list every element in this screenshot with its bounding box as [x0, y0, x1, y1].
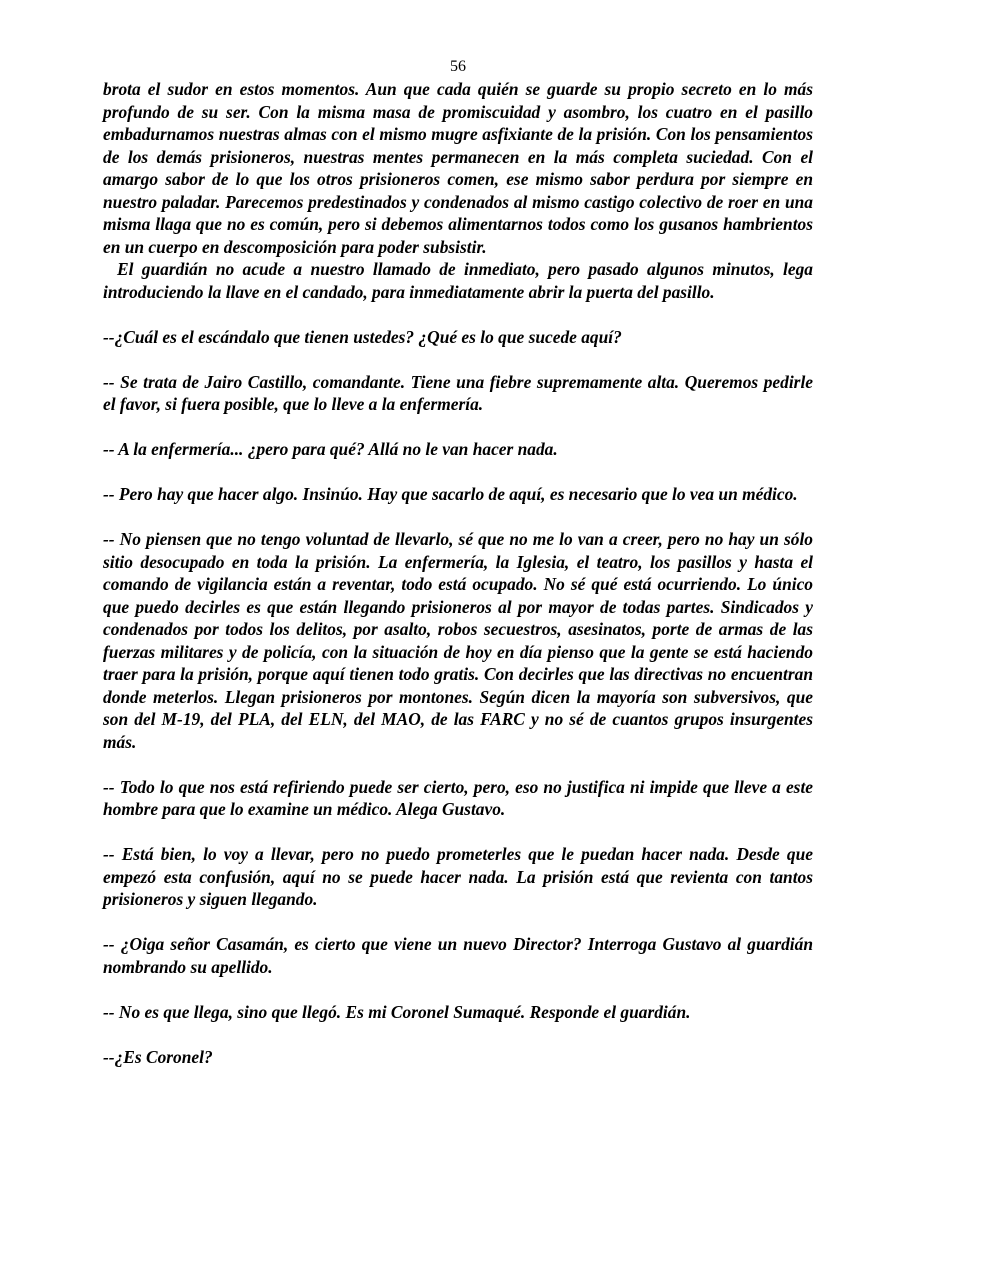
- dialogue-line: --¿Es Coronel?: [103, 1046, 213, 1067]
- dialogue-line: -- Está bien, lo voy a llevar, pero no puedo prometerles que le puedan hacer nada. Desde que empezó esta confusión, aquí no se puede hacer nada. La prisión está que revienta con tantos prisioneros y siguen llegando.: [103, 844, 813, 909]
- dialogue-line: -- Se trata de Jairo Castillo, comandante. Tiene una fiebre supremamente alta. Queremos pedirle el favor, si fuera posible, que lo lleve a la enfermería.: [103, 371, 813, 414]
- dialogue-line: --¿Cuál es el escándalo que tienen ustedes? ¿Qué es lo que sucede aquí?: [103, 326, 622, 347]
- body-text: [103, 78, 813, 1068]
- dialogue-line: -- Todo lo que nos está refiriendo puede ser cierto, pero, eso no justifica ni impide que lleve a este hombre para que lo examine un médico. Alega Gustavo.: [103, 776, 813, 819]
- dialogue-line: -- Pero hay que hacer algo. Insinúo. Hay que sacarlo de aquí, es necesario que lo vea un médico.: [103, 484, 798, 504]
- dialogue-line: -- A la enfermería... ¿pero para qué? Allá no le van hacer nada.: [103, 439, 558, 459]
- dialogue-line: -- No es que llega, sino que llegó. Es mi Coronel Sumaqué. Responde el guardián.: [103, 1001, 691, 1022]
- paragraph: brota el sudor en estos momentos. Aun que cada quién se guarde su propio secreto en lo más profundo de su ser. Con la misma masa de promiscuidad y asombro, los cuatro en el pasillo embadurnamos nuestras almas con el mismo mugre asfixiante de la prisión. Con los pensamientos de los demás prisioneros, nuestras mentes permanecen en la más completa suciedad. Con el amargo sabor de lo que los otros prisioneros comen, ese mismo sabor perdura por siempre en nuestro paladar. Parecemos predestinados y condenados al mismo castigo colectivo de roer en una misma llaga que no es común, pero si debemos alimentarnos todos como los gusanos hambrientos en un cuerpo en descomposición para poder subsistir.: [103, 79, 813, 257]
- dialogue-line: -- ¿Oiga señor Casamán, es cierto que viene un nuevo Director? Interroga Gustavo al guardián nombrando su apellido.: [103, 934, 813, 977]
- dialogue-line: -- No piensen que no tengo voluntad de llevarlo, sé que no me lo van a creer, pero no hay un sólo sitio desocupado en toda la prisión. La enfermería, la Iglesia, el teatro, los pasillos y hasta el comando de vigilancia están a reventar, todo está ocupado. No sé qué está ocurriendo. Lo único que puedo decirles es que están llegando prisioneros al por mayor de todas partes. Sindicados y condenados por todos los delitos, por asalto, robos secuestros, asesinatos, porte de armas de las fuerzas militares y de policía, con la situación de hoy en día pienso que la gente se está haciendo traer para la prisión, porque aquí tienen todo gratis. Con decirles que las directivas no encuentran donde meterlos. Llegan prisioneros por montones. Según dicen la mayoría son subversivos, que son del M-19, del PLA, del ELN, del MAO, de las FARC y no sé de cuantos grupos insurgentes más.: [103, 529, 813, 752]
- paragraph: El guardián no acude a nuestro llamado de inmediato, pero pasado algunos minutos, lega introduciendo la llave en el candado, para inmediatamente abrir la puerta del pasillo.: [103, 259, 813, 302]
- page-number: 56: [450, 58, 466, 75]
